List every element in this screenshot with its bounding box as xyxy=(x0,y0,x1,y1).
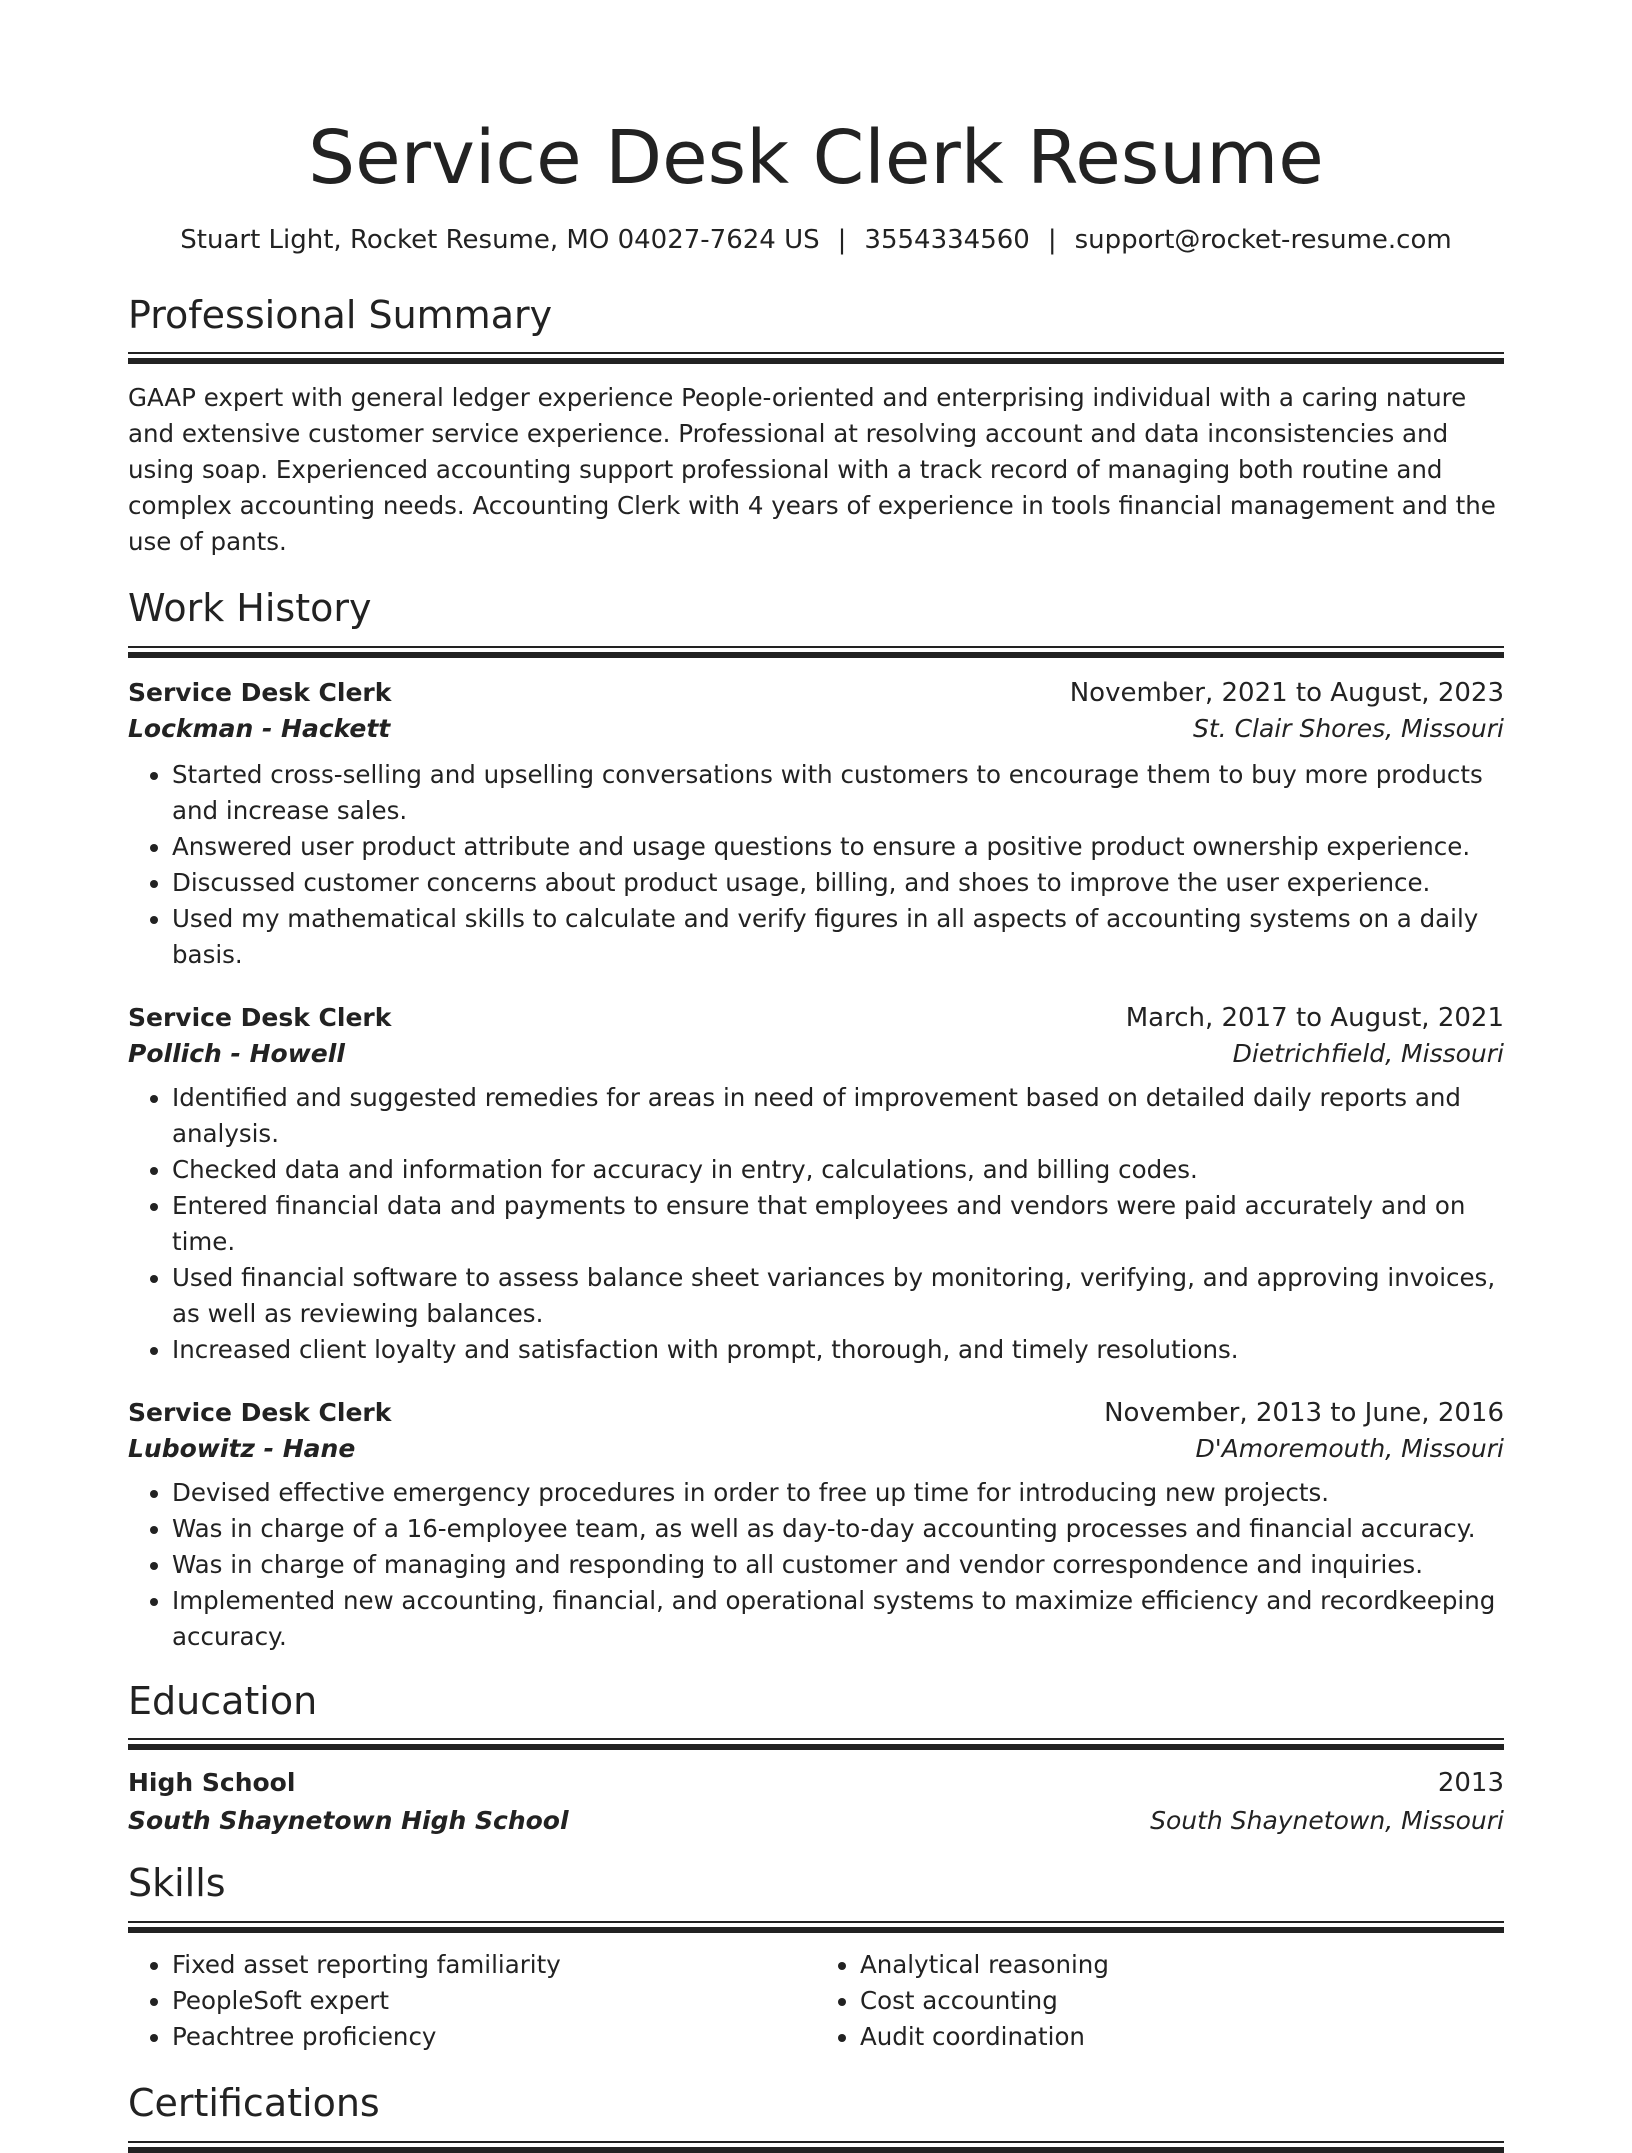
list-item: • Fixed asset reporting familiarity xyxy=(172,1947,816,1983)
work-history-section xyxy=(128,586,1504,1655)
education-subheader xyxy=(128,1806,1504,1835)
list-item: • Was in charge of a 16-employee team, as well as day-to-day accounting processes and financial accuracy. xyxy=(172,1511,1504,1547)
education-location: South Shaynetown, Missouri xyxy=(1150,1806,1504,1836)
job-dates: March, 2017 to August, 2021 xyxy=(1125,1002,1504,1033)
job-title: Service Desk Clerk xyxy=(128,1397,392,1427)
job-bullets xyxy=(128,1080,1504,1368)
contact-separator: | xyxy=(837,225,847,256)
list-item: • Cost accounting xyxy=(860,1983,1504,2019)
job-title: Service Desk Clerk xyxy=(128,1002,392,1032)
certifications-section xyxy=(128,2081,1504,2153)
job-employer: Pollich - Howell xyxy=(128,1038,345,1068)
list-item: • Increased client loyalty and satisfaction with prompt, thorough, and timely resolutions. xyxy=(172,1332,1504,1368)
job-dates: November, 2013 to June, 2016 xyxy=(1104,1397,1504,1428)
education-school: South Shaynetown High School xyxy=(128,1806,569,1836)
education-section xyxy=(128,1679,1504,1836)
job-location: Dietrichfield, Missouri xyxy=(1232,1038,1504,1068)
job-subheader xyxy=(128,1039,1504,1068)
section-divider xyxy=(128,352,1504,364)
education-degree: High School xyxy=(128,1768,296,1798)
contact-email: support@rocket-resume.com xyxy=(1074,225,1452,256)
list-item: • Checked data and information for accuracy in entry, calculations, and billing codes. xyxy=(172,1152,1504,1188)
job-subheader xyxy=(128,1434,1504,1463)
education-header xyxy=(128,1768,1504,1798)
job-dates: November, 2021 to August, 2023 xyxy=(1069,677,1504,708)
section-divider xyxy=(128,646,1504,658)
contact-address: Stuart Light, Rocket Resume, MO 04027-7624 US xyxy=(180,225,820,256)
skills-section xyxy=(128,1861,1504,2055)
job-location: St. Clair Shores, Missouri xyxy=(1193,713,1504,743)
job-bullets xyxy=(128,757,1504,973)
education-heading: Education xyxy=(128,1678,318,1723)
certifications-heading: Certifications xyxy=(128,2080,380,2125)
list-item: • Entered financial data and payments to ensure that employees and vendors were paid accurately and on time. xyxy=(172,1188,1504,1260)
education-year: 2013 xyxy=(1437,1768,1504,1799)
list-item: • Answered user product attribute and usage questions to ensure a positive product ownership experience. xyxy=(172,829,1504,865)
list-item: • Used financial software to assess balance sheet variances by monitoring, verifying, and approving invoices, as well as reviewing balances. xyxy=(172,1260,1504,1332)
list-item: • Used my mathematical skills to calculate and verify figures in all aspects of accounting systems on a daily basis. xyxy=(172,901,1504,973)
list-item: • Started cross-selling and upselling conversations with customers to encourage them to buy more products and increase sales. xyxy=(172,757,1504,829)
job-entry xyxy=(128,1398,1504,1655)
job-header xyxy=(128,1003,1504,1033)
section-divider xyxy=(128,1738,1504,1750)
job-bullets xyxy=(128,1475,1504,1655)
list-item: • Discussed customer concerns about product usage, billing, and shoes to improve the user experience. xyxy=(172,865,1504,901)
contact-line xyxy=(128,225,1504,256)
job-employer: Lockman - Hackett xyxy=(128,713,391,743)
job-header xyxy=(128,678,1504,708)
job-location: D'Amoremouth, Missouri xyxy=(1195,1433,1504,1463)
list-item: • Peachtree proficiency xyxy=(172,2019,816,2055)
summary-section xyxy=(128,293,1504,561)
job-entry xyxy=(128,1003,1504,1368)
summary-text: GAAP expert with general ledger experience People-oriented and enterprising individual with a caring nature and extensive customer service experience. Professional at resolving account and data inconsistencies and using soap. Experienced accounting support professional with a track record of managing both routine and complex accounting needs. Accounting Clerk with 4 years of experience in tools financial management and the use of pants. xyxy=(128,383,1496,557)
contact-separator: | xyxy=(1047,225,1057,256)
section-divider xyxy=(128,1921,1504,1933)
skills-list-right xyxy=(816,1947,1504,2055)
list-item: • Audit coordination xyxy=(860,2019,1504,2055)
list-item: • PeopleSoft expert xyxy=(172,1983,816,2019)
section-divider xyxy=(128,2141,1504,2153)
work-history-heading: Work History xyxy=(128,586,372,631)
summary-heading: Professional Summary xyxy=(128,292,553,337)
list-item: • Was in charge of managing and responding to all customer and vendor correspondence and inquiries. xyxy=(172,1547,1504,1583)
list-item: • Analytical reasoning xyxy=(860,1947,1504,1983)
job-entry xyxy=(128,678,1504,973)
job-header xyxy=(128,1398,1504,1428)
page-title: Service Desk Clerk Resume xyxy=(308,115,1324,201)
job-subheader xyxy=(128,714,1504,743)
skills-list-left xyxy=(128,1947,816,2055)
list-item: • Implemented new accounting, financial, and operational systems to maximize efficiency and recordkeeping accuracy. xyxy=(172,1583,1504,1655)
job-employer: Lubowitz - Hane xyxy=(128,1433,356,1463)
list-item: • Devised effective emergency procedures in order to free up time for introducing new projects. xyxy=(172,1475,1504,1511)
list-item: • Identified and suggested remedies for areas in need of improvement based on detailed daily reports and analysis. xyxy=(172,1080,1504,1152)
skills-grid xyxy=(128,1947,1504,2055)
contact-phone: 3554334560 xyxy=(864,225,1030,256)
job-title: Service Desk Clerk xyxy=(128,677,392,707)
skills-heading: Skills xyxy=(128,1861,226,1906)
